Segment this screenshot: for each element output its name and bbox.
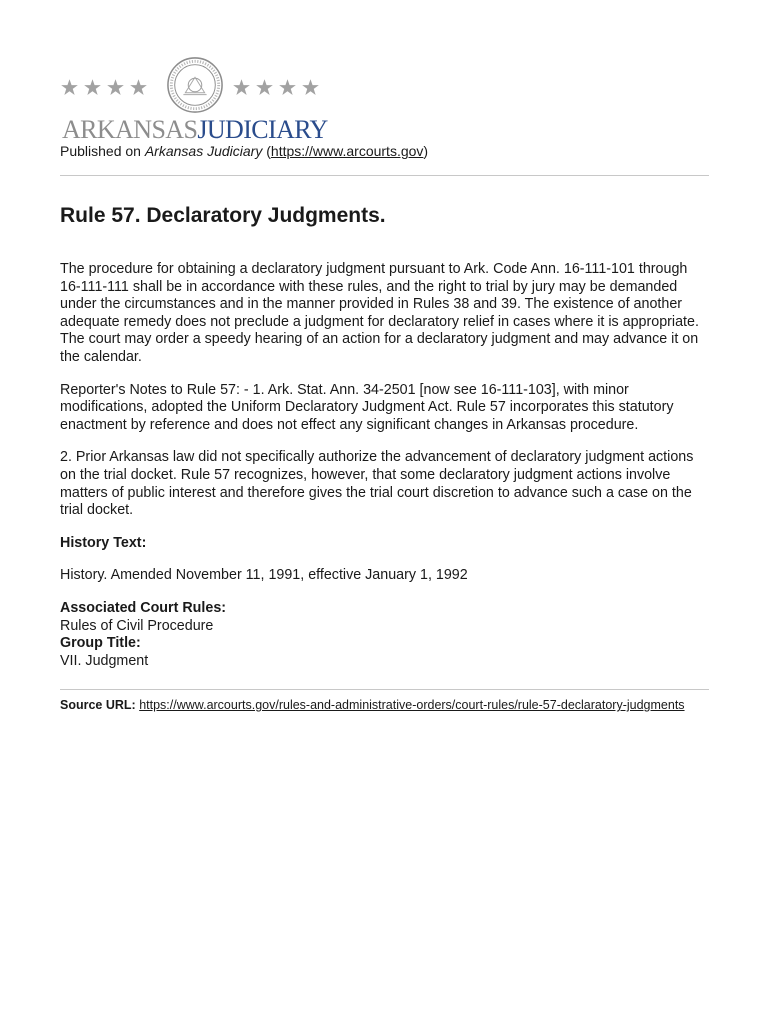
footer-divider [60,689,709,690]
stars-right [232,78,320,97]
star-icon [232,78,251,97]
published-site-name: Arkansas Judiciary [144,143,263,159]
history-text-label: History Text: [60,534,147,551]
rule-text-paragraph: The procedure for obtaining a declaratory judgment pursuant to Ark. Code Ann. 16-111-101 through 16-111-111 shall be in accordance with these rules, and the right to trial by jury may be demanded under the circumstances and in the manner provided in Rules 38 and 39. The existence of another adequate remedy does not preclude a judgment for declaratory relief in cases where it is appropriate. The court may order a speedy hearing of an action for a declaratory judgment and may advance it on the calendar. [60,261,699,365]
published-on-line [60,142,428,160]
published-close-paren: ) [423,143,429,159]
source-url-link[interactable]: https://www.arcourts.gov/rules-and-administrative-orders/court-rules/rule-57-declaratory-judgments [139,698,685,712]
star-icon [60,78,79,97]
wordmark-arkansas: ARKANSAS [62,115,198,144]
associated-court-rules-value: Rules of Civil Procedure [60,617,214,634]
star-icon [129,78,148,97]
star-icon [301,78,320,97]
published-open-paren: ( [262,143,271,159]
logo-wordmark [62,115,328,144]
rule-body [60,261,709,670]
reporters-notes-paragraph-2: 2. Prior Arkansas law did not specifically authorize the advancement of declaratory judgment actions on the trial docket. Rule 57 recognizes, however, that some declaratory judgment actions involve matters of public interest and therefore gives the trial court discretion to advance such a case on the trial docket. [60,449,694,519]
reporters-notes-paragraph: Reporter's Notes to Rule 57: - 1. Ark. Stat. Ann. 34-2501 [now see 16-111-103], with minor modifications, adopted the Uniform Declaratory Judgment Act. Rule 57 incorporates this statutory enactment by reference and does not effect any significant changes in Arkansas procedure. [60,381,674,433]
group-title-label: Group Title: [60,635,141,652]
history-text: History. Amended November 11, 1991, effective January 1, 1992 [60,567,468,584]
state-seal-icon [166,56,224,114]
source-url-label: Source URL: [60,698,136,712]
page-title: Rule 57. Declaratory Judgments. [60,204,386,227]
source-url-block [60,698,709,713]
associated-court-rules-label: Associated Court Rules: [60,599,227,616]
star-icon [278,78,297,97]
star-icon [83,78,102,97]
star-icon [255,78,274,97]
published-prefix: Published on [60,143,145,159]
wordmark-judiciary: JUDICIARY [197,115,328,144]
group-title-value: VII. Judgment [60,652,149,669]
published-site-link[interactable]: https://www.arcourts.gov [270,143,424,159]
arkansas-judiciary-logo[interactable] [60,56,380,142]
star-icon [106,78,125,97]
stars-left [60,78,148,97]
header-divider [60,175,709,176]
